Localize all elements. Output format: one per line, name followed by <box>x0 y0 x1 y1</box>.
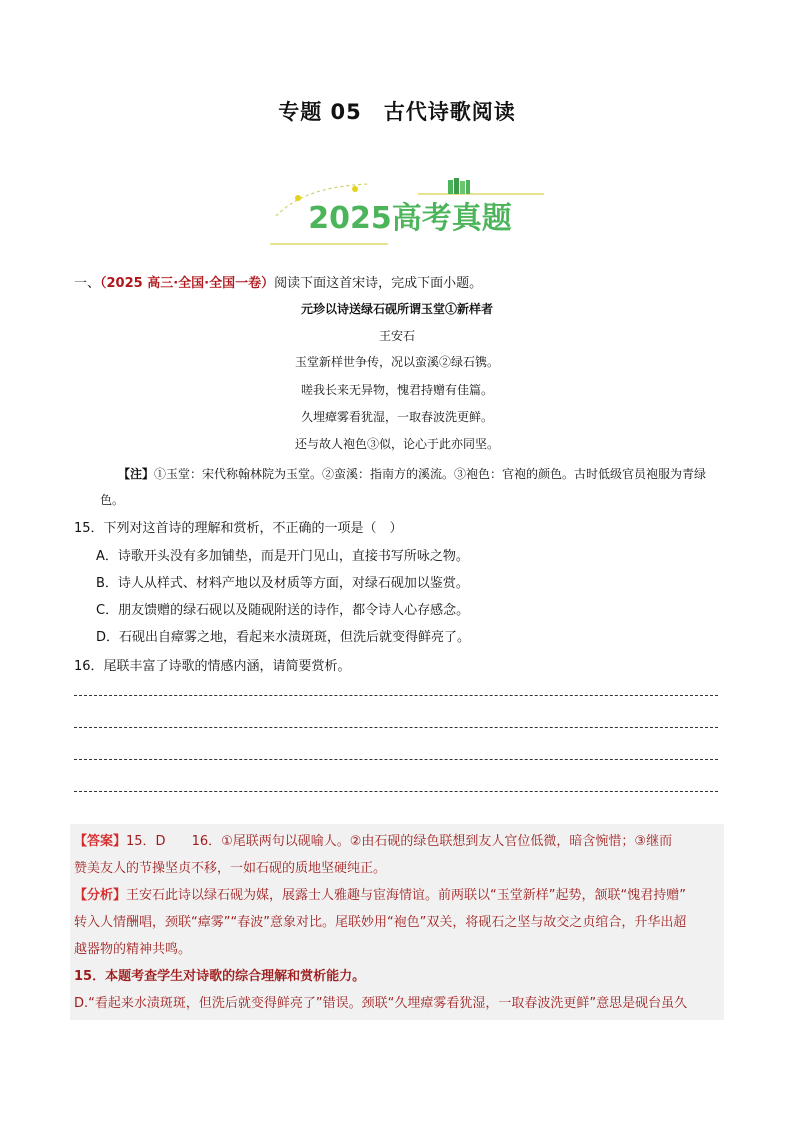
analysis-15: 15．本题考查学生对诗歌的综合理解和赏析能力。 <box>74 969 366 984</box>
poem-line: 久埋瘴雾看犹湿，一取春波洗更鲜。 <box>300 410 493 424</box>
answer-line[interactable] <box>74 791 718 792</box>
question-16-stem: 16．尾联丰富了诗歌的情感内涵，请简要赏析。 <box>74 659 351 674</box>
analysis-option-d: D.“看起来水渍斑斑，但洗后就变得鲜亮了”错误。颈联“久埋瘴雾看犹湿，一取春波洗更鲜”意思是砚台虽久 <box>74 996 688 1011</box>
analysis-line-1 <box>74 882 722 909</box>
analysis-line-3: 越器物的精神共鸣。 <box>74 942 192 957</box>
option-b: B．诗人从样式、材料产地以及材质等方面，对绿石砚加以鉴赏。 <box>96 576 469 591</box>
option-d: D．石砚出自瘴雾之地，看起来水渍斑斑，但洗后就变得鲜亮了。 <box>96 630 471 645</box>
answer-line[interactable] <box>74 727 718 728</box>
note-label: 【注】 <box>118 467 155 481</box>
option-c: C．朋友馈赠的绿石砚以及随砚附送的诗作，都令诗人心存感念。 <box>96 603 470 618</box>
analysis-text: 王安石此诗以绿石砚为媒，展露士人雅趣与宦海情谊。前两联以“玉堂新样”起势，颔联“愧君持赠” <box>126 888 686 903</box>
answer-line-1 <box>74 828 722 855</box>
question-15-stem: 15．下列对这首诗的理解和赏析，不正确的一项是（ ） <box>74 521 403 536</box>
banner-title: 2025高考真题 <box>308 201 512 236</box>
poem-note <box>100 461 720 513</box>
poem-line: 嗟我长来无异物，愧君持赠有佳篇。 <box>300 383 493 397</box>
answer-line[interactable] <box>74 759 718 760</box>
analysis-line-2: 转入人情酬唱，颈联“瘴雾”“春波”意象对比。尾联妙用“袍色”双关，将砚石之坚与故交之贞绾合，升华出超 <box>74 915 687 930</box>
note-text: ①玉堂：宋代称翰林院为玉堂。②蛮溪：指南方的溪流。③袍色：官袍的颜色。古时低级官员袍服为青绿色。 <box>100 467 707 507</box>
question-instruction: 阅读下面这首宋诗，完成下面小题。 <box>274 276 483 291</box>
poem-line: 玉堂新样世争传，况以蛮溪②绿石镌。 <box>294 355 499 369</box>
poem-line: 还与故人袍色③似，论心于此亦同坚。 <box>294 437 499 451</box>
analysis-tag: 【分析】 <box>74 888 127 903</box>
question-prefix: 一、 <box>74 276 101 291</box>
question-intro <box>74 272 482 291</box>
poem-title: 元珍以诗送绿石砚所谓玉堂①新样者 <box>300 302 493 316</box>
answer-line[interactable] <box>74 695 718 696</box>
option-a: A．诗歌开头没有多加铺垫，而是开门见山，直接书写所咏之物。 <box>96 549 469 564</box>
answer-text: 15．D 16．①尾联两句以砚喻人。②由石砚的绿色联想到友人官位低微，暗含惋惜；③继而 <box>126 834 673 849</box>
page-title: 专题 05 古代诗歌阅读 <box>278 100 516 124</box>
poem-author: 王安石 <box>378 329 415 343</box>
answer-line-2: 赞美友人的节操坚贞不移，一如石砚的质地坚硬纯正。 <box>74 861 387 876</box>
answer-tag: 【答案】 <box>74 834 127 849</box>
question-source: （2025 高三·全国·全国一卷） <box>100 276 275 291</box>
